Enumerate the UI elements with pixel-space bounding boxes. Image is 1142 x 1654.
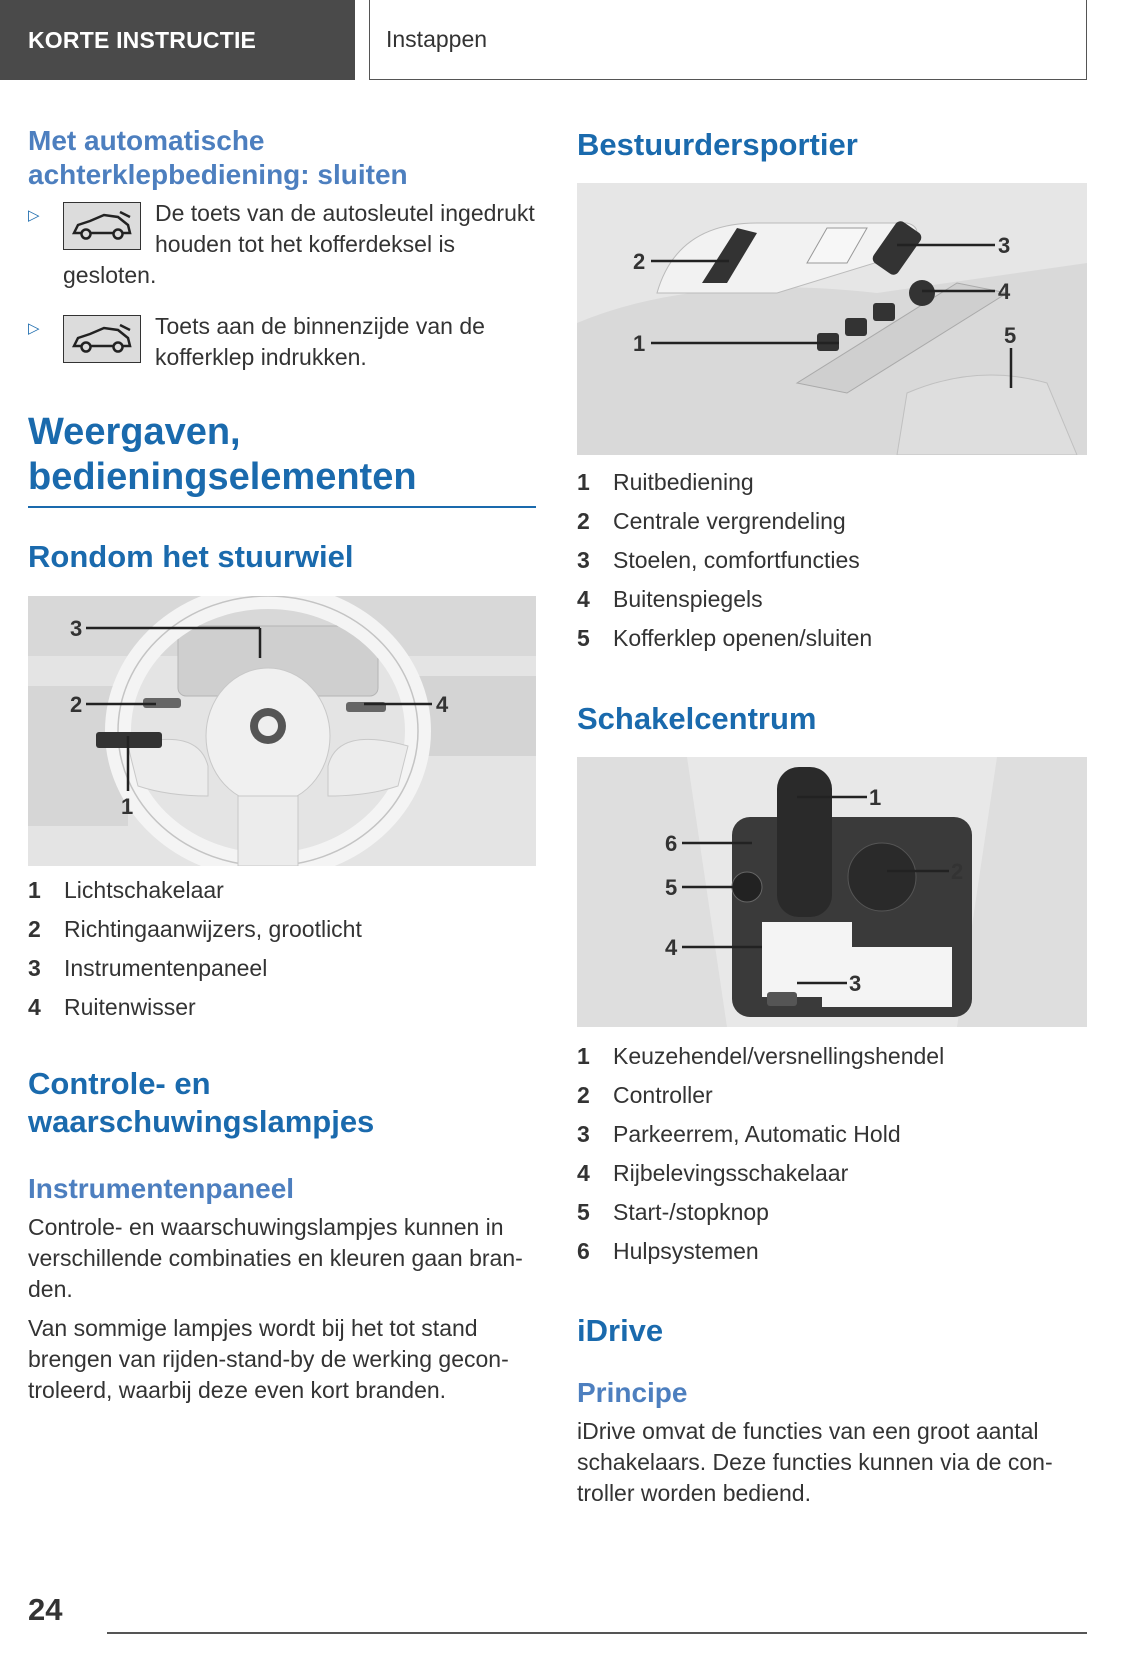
- displays-heading: Weergaven, bedieningselementen: [28, 411, 417, 498]
- legend-number: 5: [577, 625, 590, 651]
- legend-label: Buitenspiegels: [613, 586, 763, 612]
- legend-label: Richtingaanwijzers, grootlicht: [64, 916, 362, 942]
- legend-label: Rijbelevingsschakelaar: [613, 1160, 849, 1186]
- legend-label: Start-/stopknop: [613, 1199, 769, 1225]
- bullet-item: [28, 198, 536, 291]
- legend-item: [577, 502, 1087, 541]
- section-title: KORTE INSTRUCTIE: [28, 26, 257, 53]
- legend-number: 3: [577, 1121, 590, 1147]
- steering-heading: Rondom het stuurwiel: [28, 539, 354, 574]
- bullet-item: [28, 311, 536, 381]
- legend-label: Parkeerrem, Automatic Hold: [613, 1121, 901, 1147]
- warning-heading: Controle- en waarschuwingslampjes: [28, 1066, 375, 1139]
- legend-item: [577, 541, 1087, 580]
- console-heading: Schakelcentrum: [577, 701, 817, 736]
- legend-label: Lichtschakelaar: [64, 877, 224, 903]
- idrive-paragraph: iDrive omvat de functies van een groot aantal schakelaars. Deze functies kunnen via de controller worden bediend.: [577, 1418, 1053, 1506]
- legend-item: [577, 1232, 1087, 1271]
- legend-item: [577, 1037, 1087, 1076]
- idrive-body: [577, 1376, 1087, 1509]
- legend-label: Instrumentenpaneel: [64, 955, 268, 981]
- console-figure: [577, 757, 1087, 1027]
- legend-item: [577, 1154, 1087, 1193]
- door-heading: Bestuurdersportier: [577, 127, 858, 162]
- console-callout: 5: [665, 875, 678, 900]
- bullet-triangle-icon: ▷: [28, 207, 40, 224]
- warning-section: [28, 1065, 448, 1141]
- console-section: [577, 700, 1087, 738]
- steering-wheel-figure: [28, 596, 536, 866]
- footer-rule: [107, 1632, 1087, 1634]
- tailgate-heading: Met automatische achterklepbediening: sluiten: [28, 125, 408, 190]
- legend-number: 3: [577, 547, 590, 573]
- legend-number: 1: [28, 877, 41, 903]
- door-figure: [577, 183, 1087, 455]
- legend-label: Keuzehendel/versnellingshendel: [613, 1043, 945, 1069]
- door-callout: 5: [1004, 323, 1017, 348]
- console-callout: 4: [665, 935, 678, 960]
- section-tab: [0, 0, 355, 80]
- warning-subheading: Instrumentenpaneel: [28, 1173, 295, 1204]
- steering-callout: 4: [436, 692, 449, 717]
- page-number: 24: [28, 1592, 63, 1627]
- idrive-subheading: Principe: [577, 1377, 688, 1408]
- legend-label: Stoelen, comfortfuncties: [613, 547, 860, 573]
- legend-item: [28, 910, 536, 949]
- tailgate-close-icon: [63, 315, 141, 363]
- chapter-box: [369, 0, 1087, 80]
- legend-label: Ruitbediening: [613, 469, 754, 495]
- bullet-text: Toets aan de binnenzijde van de kofferklep indrukken.: [155, 313, 485, 370]
- legend-number: 1: [577, 469, 590, 495]
- console-callout: 3: [849, 971, 862, 996]
- idrive-section: [577, 1312, 1087, 1350]
- legend-number: 4: [577, 1160, 590, 1186]
- door-callout: 1: [633, 331, 646, 356]
- tailgate-section: [28, 124, 536, 192]
- door-section: [577, 126, 1087, 164]
- legend-item: [577, 1076, 1087, 1115]
- legend-number: 2: [28, 916, 41, 942]
- legend-item: [577, 1115, 1087, 1154]
- warning-body: [28, 1172, 536, 1406]
- door-legend: [577, 463, 1087, 658]
- steering-callout: 1: [121, 794, 134, 819]
- legend-number: 2: [577, 1082, 590, 1108]
- legend-item: [28, 949, 536, 988]
- legend-number: 5: [577, 1199, 590, 1225]
- legend-label: Ruitenwisser: [64, 994, 196, 1020]
- idrive-heading: iDrive: [577, 1313, 664, 1348]
- legend-label: Hulpsystemen: [613, 1238, 759, 1264]
- legend-item: [577, 1193, 1087, 1232]
- door-callout: 2: [633, 249, 646, 274]
- legend-number: 6: [577, 1238, 590, 1264]
- tailgate-bullets: [28, 198, 536, 381]
- steering-callout: 2: [70, 692, 83, 717]
- door-callout: 3: [998, 233, 1011, 258]
- legend-item: [577, 463, 1087, 502]
- chapter-title: Instappen: [386, 26, 488, 52]
- legend-label: Kofferklep openen/sluiten: [613, 625, 873, 651]
- steering-legend: [28, 871, 536, 1027]
- console-callout: 2: [951, 859, 964, 884]
- console-callout: 6: [665, 831, 678, 856]
- legend-number: 4: [577, 586, 590, 612]
- tailgate-close-icon: [63, 202, 141, 250]
- console-legend: [577, 1037, 1087, 1271]
- bullet-text: De toets van de autosleutel ingedrukt houden tot het kofferdeksel is gesloten.: [63, 200, 535, 288]
- heading-rule: [28, 506, 536, 508]
- legend-label: Controller: [613, 1082, 713, 1108]
- legend-item: [577, 619, 1087, 658]
- displays-section: [28, 410, 536, 500]
- legend-number: 3: [28, 955, 41, 981]
- legend-number: 4: [28, 994, 41, 1020]
- legend-item: [28, 988, 536, 1027]
- legend-item: [577, 580, 1087, 619]
- console-callout: 1: [869, 785, 882, 810]
- steering-section: [28, 538, 536, 576]
- warning-paragraph: Van sommige lampjes wordt bij het tot stand brengen van rijden-stand-by de werking gecontroleerd, waarbij deze even kort branden.: [28, 1315, 509, 1403]
- steering-callout: 3: [70, 616, 83, 641]
- warning-paragraph: Controle- en waarschuwingslampjes kunnen in verschillende combinaties en kleuren gaan branden.: [28, 1214, 523, 1302]
- legend-item: [28, 871, 536, 910]
- legend-label: Centrale vergrendeling: [613, 508, 846, 534]
- legend-number: 2: [577, 508, 590, 534]
- legend-number: 1: [577, 1043, 590, 1069]
- bullet-triangle-icon: ▷: [28, 320, 40, 337]
- door-callout: 4: [998, 279, 1011, 304]
